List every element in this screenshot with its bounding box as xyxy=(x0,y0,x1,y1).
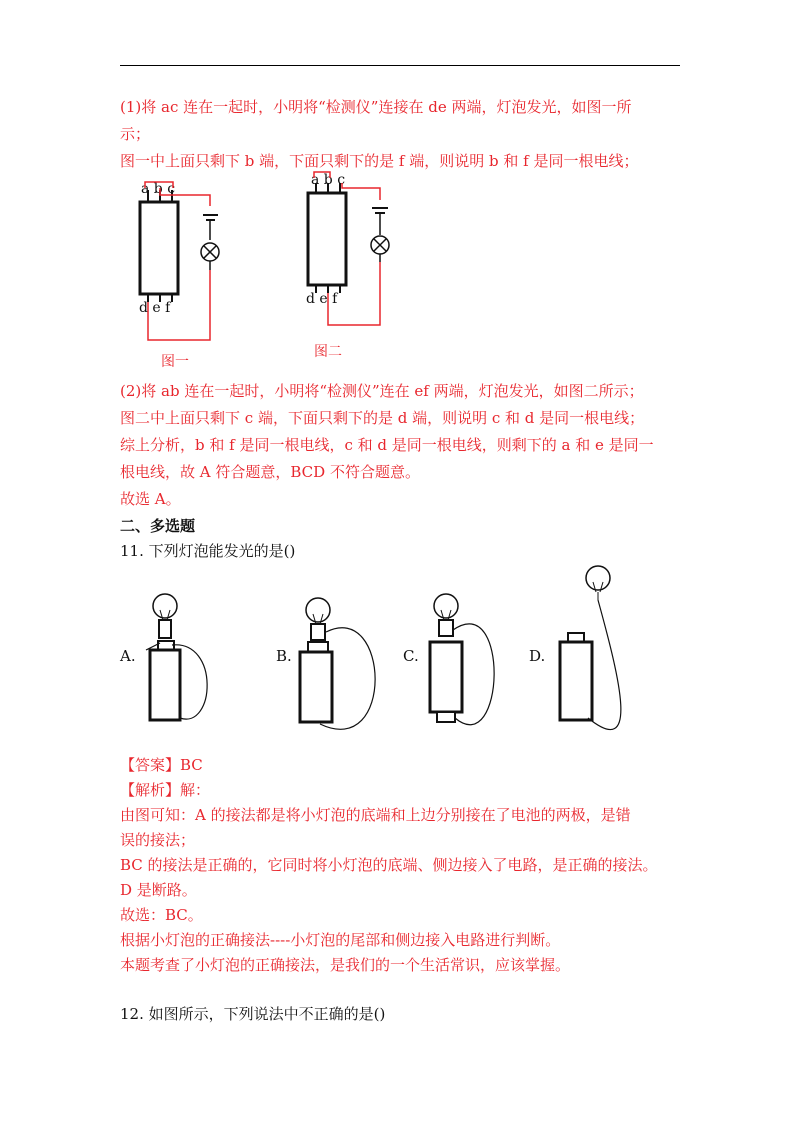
sec2-line1: (2)将 ab 连在一起时，小明将“检测仪”连在 ef 两端，灯泡发光，如图二所示； xyxy=(120,382,644,400)
option-c-figure xyxy=(430,594,494,725)
sec1-line3: 图一中上面只剩下 b 端，下面只剩下的是 f 端，则说明 b 和 f 是同一根电线； xyxy=(120,152,639,170)
sec1-line2: 示； xyxy=(120,125,151,143)
bulb-icon xyxy=(586,566,610,590)
fig1-top-labels: a b c xyxy=(141,181,176,197)
answer-line: 【答案】BC xyxy=(120,756,203,774)
fig1-bottom-labels: d e f xyxy=(139,300,171,316)
sec2-line3: 综上分析，b 和 f 是同一根电线，c 和 d 是同一根电线，则剩下的 a 和 e 是同一 xyxy=(120,436,654,454)
sec2-line4: 根电线，故 A 符合题意，BCD 不符合题意。 xyxy=(120,463,420,481)
fig2-top-labels: a b c xyxy=(311,172,346,188)
option-b-figure xyxy=(300,598,375,729)
analysis-e6: 根据小灯泡的正确接法----小灯泡的尾部和侧边接入电路进行判断。 xyxy=(120,931,561,949)
sec2-line2: 图二中上面只剩下 c 端，下面只剩下的是 d 端，则说明 c 和 d 是同一根电线； xyxy=(120,409,645,427)
analysis-e4: D 是断路。 xyxy=(120,881,197,899)
fig1-caption: 图一 xyxy=(161,354,189,370)
sec1-line1: (1)将 ac 连在一起时，小明将“检测仪”连接在 de 两端，灯泡发光，如图一所 xyxy=(120,98,632,116)
fig2-bottom-labels: d e f xyxy=(306,291,338,307)
option-a-label: A. xyxy=(120,647,136,665)
analysis-e1: 由图可知：A 的接法都是将小灯泡的底端和上边分别接在了电池的两极，是错 xyxy=(120,806,631,824)
bulb-icon xyxy=(434,594,458,618)
section-title: 二、多选题 xyxy=(120,517,196,535)
analysis-line: 【解析】解： xyxy=(120,781,211,799)
analysis-e5: 故选：BC。 xyxy=(120,906,203,924)
option-b-label: B. xyxy=(276,647,292,665)
q11-question: 11. 下列灯泡能发光的是() xyxy=(120,542,296,560)
bulb-icon xyxy=(306,598,330,622)
option-d-label: D. xyxy=(529,647,546,665)
analysis-e7: 本题考查了小灯泡的正确接法，是我们的一个生活常识，应该掌握。 xyxy=(120,956,571,974)
fig2-caption: 图二 xyxy=(314,344,342,360)
analysis-e2: 误的接法； xyxy=(120,831,196,849)
option-d-figure xyxy=(560,566,621,730)
sec2-line5: 故选 A。 xyxy=(120,490,181,508)
option-a-figure xyxy=(146,594,207,720)
q12-question: 12. 如图所示，下列说法中不正确的是() xyxy=(120,1005,386,1023)
bulb-icon xyxy=(153,594,177,618)
option-c-label: C. xyxy=(403,647,419,665)
analysis-e3: BC 的接法是正确的，它同时将小灯泡的底端、侧边接入了电路，是正确的接法。 xyxy=(120,856,658,874)
